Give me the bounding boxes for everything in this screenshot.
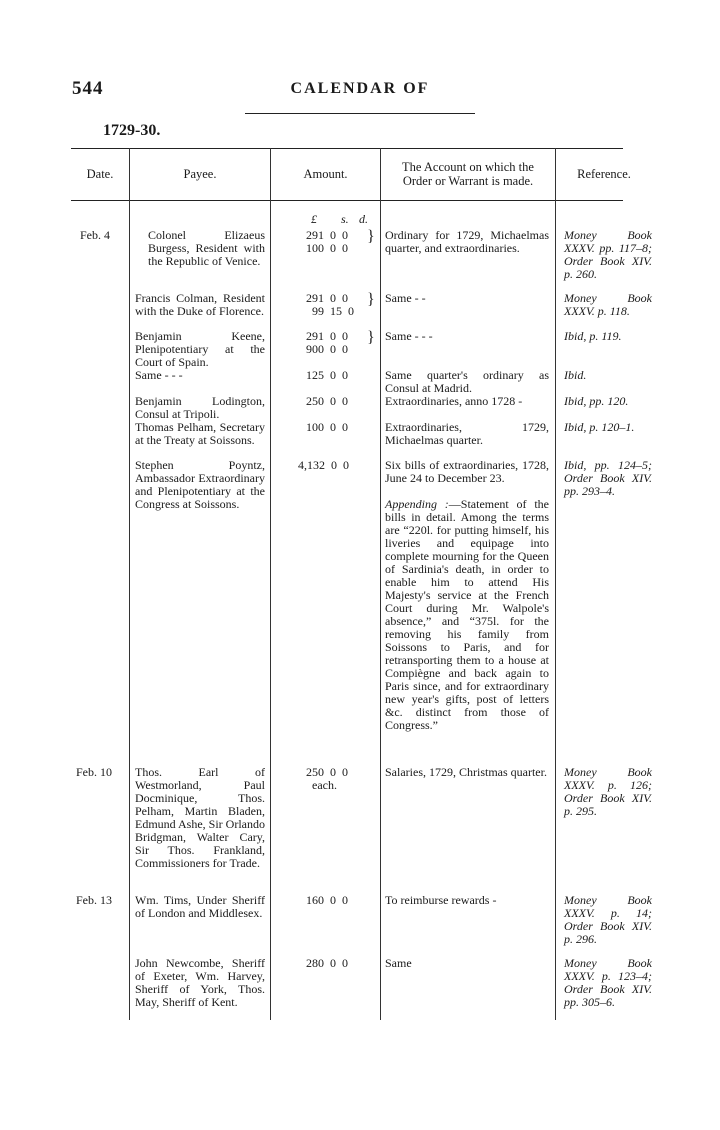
amount-cell: 99 15 0: [312, 304, 354, 318]
amount-cell: 160 0 0: [306, 893, 348, 907]
payee-cell: Benjamin Keene, Plenipotentiary at the Court of Spain.: [135, 329, 265, 369]
payee-cell: Colonel Elizaeus Burgess, Resident with the Republic of Venice.: [148, 228, 265, 268]
amount-cell: 4,132 0 0: [298, 458, 349, 472]
amount-cell: 291 0 0: [306, 329, 348, 343]
date-cell: Feb. 10: [76, 765, 112, 779]
amount-cell: 291 0 0: [306, 228, 348, 242]
brace-icon: }: [367, 329, 375, 346]
amount-cell: 100 0 0: [306, 420, 348, 434]
header-account: The Account on which the Order or Warrant is made.: [402, 160, 534, 188]
header-reference: Reference.: [577, 167, 631, 181]
payee-cell: John Newcombe, Sheriff of Exeter, Wm. Harvey, Sheriff of York, Thos. May, Sheriff of Kent.: [135, 956, 265, 1009]
amount-cell: 125 0 0: [306, 368, 348, 382]
head-rule: [245, 113, 475, 114]
page-number: 544: [72, 78, 104, 99]
pounds-label: £: [311, 212, 317, 226]
amount-cell: 900 0 0: [306, 342, 348, 356]
reference-cell: Money Book XXXV. p. 118.: [564, 291, 652, 318]
brace-icon: }: [367, 228, 375, 245]
payee-cell: Stephen Poyntz, Ambassador Extraordinary and Plenipotentiary at the Congress at Soissons.: [135, 458, 265, 511]
reference-cell: Ibid, pp. 120.: [564, 394, 629, 408]
account-cell: Ordinary for 1729, Michaelmas quarter, and extraordinaries.: [385, 228, 549, 255]
amount-cell: 280 0 0: [306, 956, 348, 970]
payee-cell: Same - - -: [135, 368, 183, 382]
header-date: Date.: [86, 167, 114, 181]
date-cell: Feb. 13: [76, 893, 112, 907]
payee-cell: Benjamin Lodington, Consul at Tripoli.: [135, 394, 265, 421]
running-head: CALENDAR OF: [290, 80, 430, 97]
account-cell: Salaries, 1729, Christmas quarter.: [385, 765, 547, 779]
col-divider: [129, 148, 130, 1020]
reference-cell: Ibid, p. 120–1.: [564, 420, 635, 434]
reference-cell: Ibid.: [564, 368, 587, 382]
date-cell: Feb. 4: [80, 228, 110, 242]
account-cell: Same quarter's ordinary as Consul at Madrid.: [385, 368, 549, 395]
reference-cell: Money Book XXXV. p. 126; Order Book XIV. p. 295.: [564, 765, 652, 818]
account-cell: Same: [385, 956, 412, 970]
year-range: 1729-30.: [103, 122, 161, 139]
account-cell: Extraordinaries, anno 1728 -: [385, 394, 523, 408]
amount-cell: 100 0 0: [306, 241, 348, 255]
reference-cell: Ibid, p. 119.: [564, 329, 622, 343]
account-cell: Same - - -: [385, 329, 433, 343]
amount-cell: 250 0 0: [306, 394, 348, 408]
account-cell: Six bills of extraordinaries, 1728, June 24 to December 23.: [385, 458, 549, 485]
reference-cell: Money Book XXXV. p. 123–4; Order Book XIV. pp. 305–6.: [564, 956, 652, 1009]
header-amount: Amount.: [303, 167, 348, 181]
payee-cell: Francis Colman, Resident with the Duke of Florence.: [135, 291, 265, 318]
reference-cell: Money Book XXXV. p. 14; Order Book XIV. p. 296.: [564, 893, 652, 946]
account-cell: Extraordinaries, 1729, Michaelmas quarter.: [385, 420, 549, 447]
shillings-label: s.: [341, 212, 349, 226]
appending-label: Appending :: [385, 497, 449, 511]
payee-cell: Thomas Pelham, Secretary at the Treaty at Soissons.: [135, 420, 265, 447]
col-divider: [270, 148, 271, 1020]
pence-label: d.: [359, 212, 368, 226]
amount-cell: 291 0 0: [306, 291, 348, 305]
amount-cell: each.: [312, 778, 337, 792]
col-divider: [380, 148, 381, 1020]
reference-cell: Ibid, pp. 124–5; Order Book XIV. pp. 293–4.: [564, 458, 652, 498]
brace-icon: }: [367, 291, 375, 308]
payee-cell: Thos. Earl of Westmorland, Paul Docminique, Thos. Pelham, Martin Bladen, Edmund Ashe, Sir Orlando Bridgman, Walter Cary, Sir Thos. Frankland, Commissioners for Trade.: [135, 765, 265, 870]
header-payee: Payee.: [183, 167, 217, 181]
amount-cell: 250 0 0: [306, 765, 348, 779]
account-cell: Same - -: [385, 291, 426, 305]
payee-cell: Wm. Tims, Under Sheriff of London and Middlesex.: [135, 893, 265, 920]
account-cell: To reimburse rewards -: [385, 893, 497, 907]
reference-cell: Money Book XXXV. pp. 117–8; Order Book XIV. p. 260.: [564, 228, 652, 281]
appending-text: —Statement of the bills in detail. Among the terms are “220l. for putting himself, his liveries and equipage into complete mourning for the Queen of Sardinia's death, in order to enable him to attend His Majesty's service at the French Court during Mr. Walpole's absence,” and “375l. for the removing his family from Soissons to Paris, and for retransporting them to a house at Compiègne and back again to Paris since, and for extraordinary new year's gifts, post of letters &c. distinct from those of Congress.”: [385, 497, 549, 732]
col-divider: [555, 148, 556, 1020]
header-bottom-rule: [71, 200, 623, 201]
table-top-rule: [71, 148, 623, 149]
appending-note: [385, 498, 549, 732]
